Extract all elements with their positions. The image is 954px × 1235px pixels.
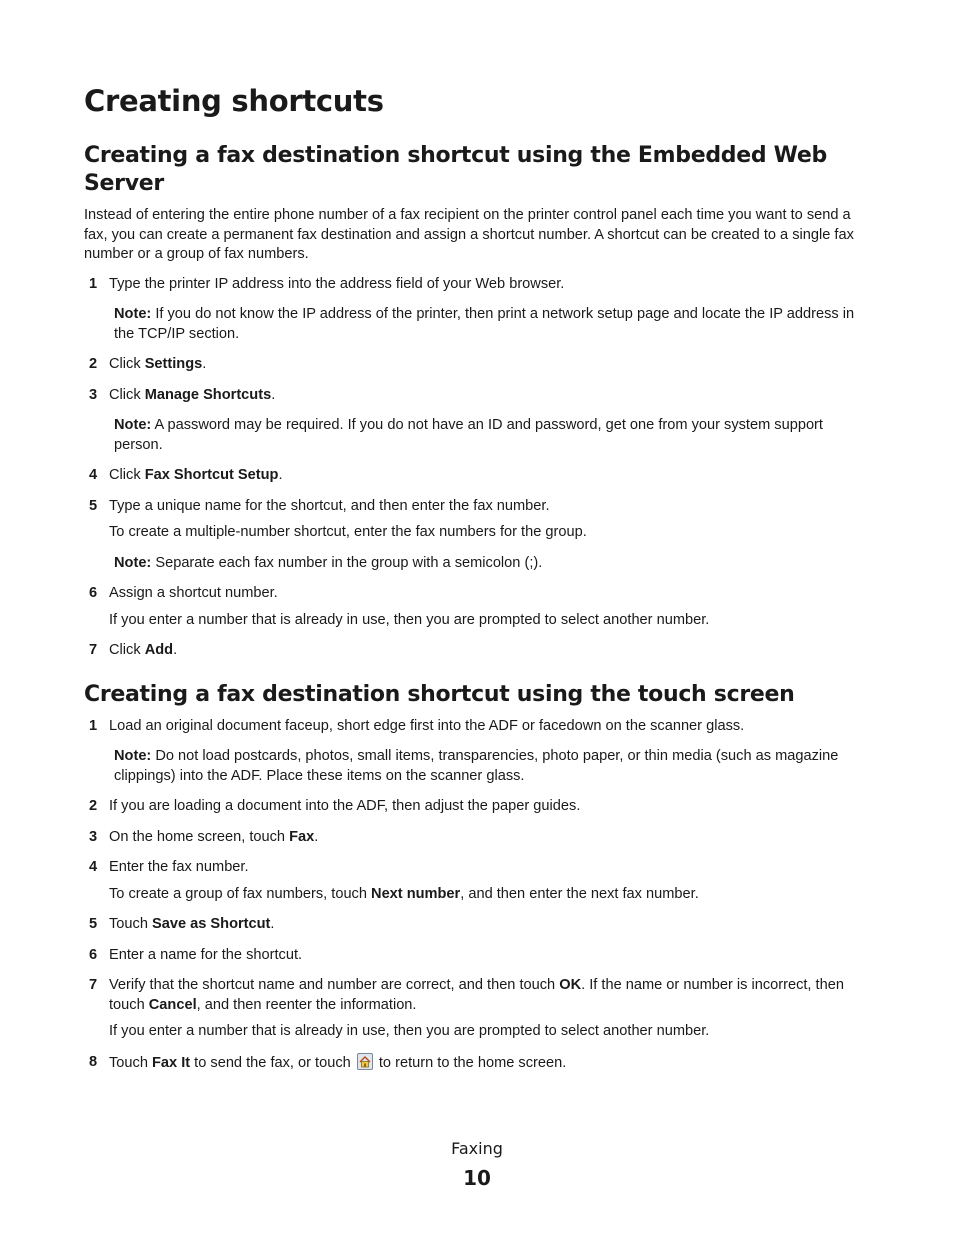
step-detail [84, 885, 874, 905]
note-label: Note: [114, 554, 152, 571]
step-number: 2 [89, 356, 98, 372]
ui-label-cancel: Cancel [148, 996, 197, 1013]
step-number: 3 [89, 386, 98, 403]
step-number: 7 [89, 642, 98, 658]
ui-label-fax-it: Fax It [152, 1054, 191, 1071]
step-text: Load an original document faceup, short edge first into the ADF or facedown on the scanner glass. [109, 717, 745, 734]
step-detail-text-end: , and then enter the next fax number. [460, 885, 699, 902]
ui-label-manage-shortcuts: Manage Shortcuts [144, 386, 272, 403]
step-5 [84, 915, 874, 935]
step-number: 1 [89, 717, 98, 734]
step-number: 5 [89, 497, 98, 514]
step-number: 2 [89, 798, 98, 814]
note-label: Note: [114, 748, 152, 764]
step-text: Enter the fax number. [109, 859, 249, 875]
step-text-end: . [202, 356, 207, 372]
step-number: 4 [89, 467, 98, 483]
step-7 [84, 976, 874, 1015]
step-1 [84, 717, 874, 737]
note-text: Do not load postcards, photos, small items, transparencies, photo paper, or thin media (such as magazine clippings) into the ADF. Place these items on the scanner glass. [114, 748, 839, 784]
step-6 [84, 584, 874, 604]
step-text: Touch [109, 916, 152, 932]
step-text: Type a unique name for the shortcut, and then enter the fax number. [109, 497, 550, 514]
step-text-end: , and then reenter the information. [196, 996, 417, 1013]
step-text: Touch [109, 1054, 152, 1071]
step-text: If you are loading a document into the ADF, then adjust the paper guides. [109, 798, 581, 814]
step-text-end: . [278, 467, 283, 483]
step-3 [84, 386, 874, 406]
home-icon [357, 1053, 373, 1070]
ui-label-settings: Settings [144, 356, 203, 372]
step-4 [84, 466, 874, 486]
step-number: 1 [89, 275, 98, 292]
step-2 [84, 355, 874, 375]
section-heading-embedded-web-server: Creating a fax destination shortcut using the Embedded Web Server [84, 143, 827, 196]
step-2 [84, 797, 874, 817]
step-number: 5 [89, 916, 98, 932]
step-text: Click [109, 467, 145, 483]
step-text-end: . [270, 916, 275, 932]
step-text-end: to return to the home screen. [374, 1054, 567, 1071]
step-text-end: . [271, 386, 276, 403]
step-number: 7 [89, 977, 98, 993]
step-8 [84, 1053, 874, 1074]
page-number: 10 [463, 1166, 491, 1190]
step-3 [84, 828, 874, 848]
step-detail: If you enter a number that is already in use, then you are prompted to select another number. [109, 611, 710, 628]
step-text: Click [109, 356, 145, 372]
step-text: On the home screen, touch [109, 828, 290, 845]
ui-label-fax: Fax [289, 828, 315, 845]
step-number: 8 [89, 1053, 98, 1070]
note [84, 747, 874, 786]
ui-label-fax-shortcut-setup: Fax Shortcut Setup [144, 467, 279, 483]
note-text: Separate each fax number in the group with a semicolon (;). [151, 554, 543, 571]
ui-label-add: Add [144, 642, 174, 658]
note-label: Note: [114, 306, 152, 322]
ui-label-save-as-shortcut: Save as Shortcut [152, 916, 271, 932]
step-text-end: . [173, 642, 178, 658]
note [84, 305, 874, 344]
intro-paragraph: Instead of entering the entire phone number of a fax recipient on the printer control panel each time you want to send a fax, you can create a permanent fax destination and assign a shortcut number. A shortcut can be created to a single fax number or a group of fax numbers. [84, 207, 854, 262]
section-heading-touch-screen: Creating a fax destination shortcut using the touch screen [84, 681, 795, 707]
note [84, 416, 874, 455]
step-text: Verify that the shortcut name and number are correct, and then touch [109, 977, 560, 993]
step-detail-text: To create a group of fax numbers, touch [109, 885, 372, 902]
step-text: Enter a name for the shortcut. [109, 946, 303, 963]
step-5 [84, 497, 874, 517]
step-text: Click [109, 386, 145, 403]
step-detail: If you enter a number that is already in use, then you are prompted to select another number. [109, 1023, 710, 1039]
note-label: Note: [114, 417, 152, 433]
step-number: 6 [89, 585, 98, 601]
footer-section-label: Faxing [451, 1139, 503, 1158]
step-text-middle: . If the name or number is incorrect, then touch [109, 977, 844, 1013]
step-text: Type the printer IP address into the address field of your Web browser. [109, 275, 565, 292]
note [84, 554, 874, 574]
step-number: 6 [89, 946, 98, 963]
step-7 [84, 641, 874, 661]
ui-label-ok: OK [559, 977, 582, 993]
note-text: A password may be required. If you do not have an ID and password, get one from your system support person. [114, 417, 823, 453]
page-title: Creating shortcuts [84, 84, 384, 118]
document-page [84, 82, 874, 1084]
step-text-end: . [314, 828, 319, 845]
step-number: 4 [89, 859, 98, 875]
step-number: 3 [89, 828, 98, 845]
step-text-middle: to send the fax, or touch [190, 1054, 355, 1071]
step-1 [84, 275, 874, 295]
step-text: Click [109, 642, 145, 658]
step-text: Assign a shortcut number. [109, 585, 278, 601]
step-4 [84, 858, 874, 878]
step-6 [84, 946, 874, 966]
note-text: If you do not know the IP address of the printer, then print a network setup page and locate the IP address in the TCP/IP section. [114, 306, 855, 342]
step-detail: To create a multiple-number shortcut, enter the fax numbers for the group. [109, 524, 587, 540]
ui-label-next-number: Next number [371, 885, 461, 902]
